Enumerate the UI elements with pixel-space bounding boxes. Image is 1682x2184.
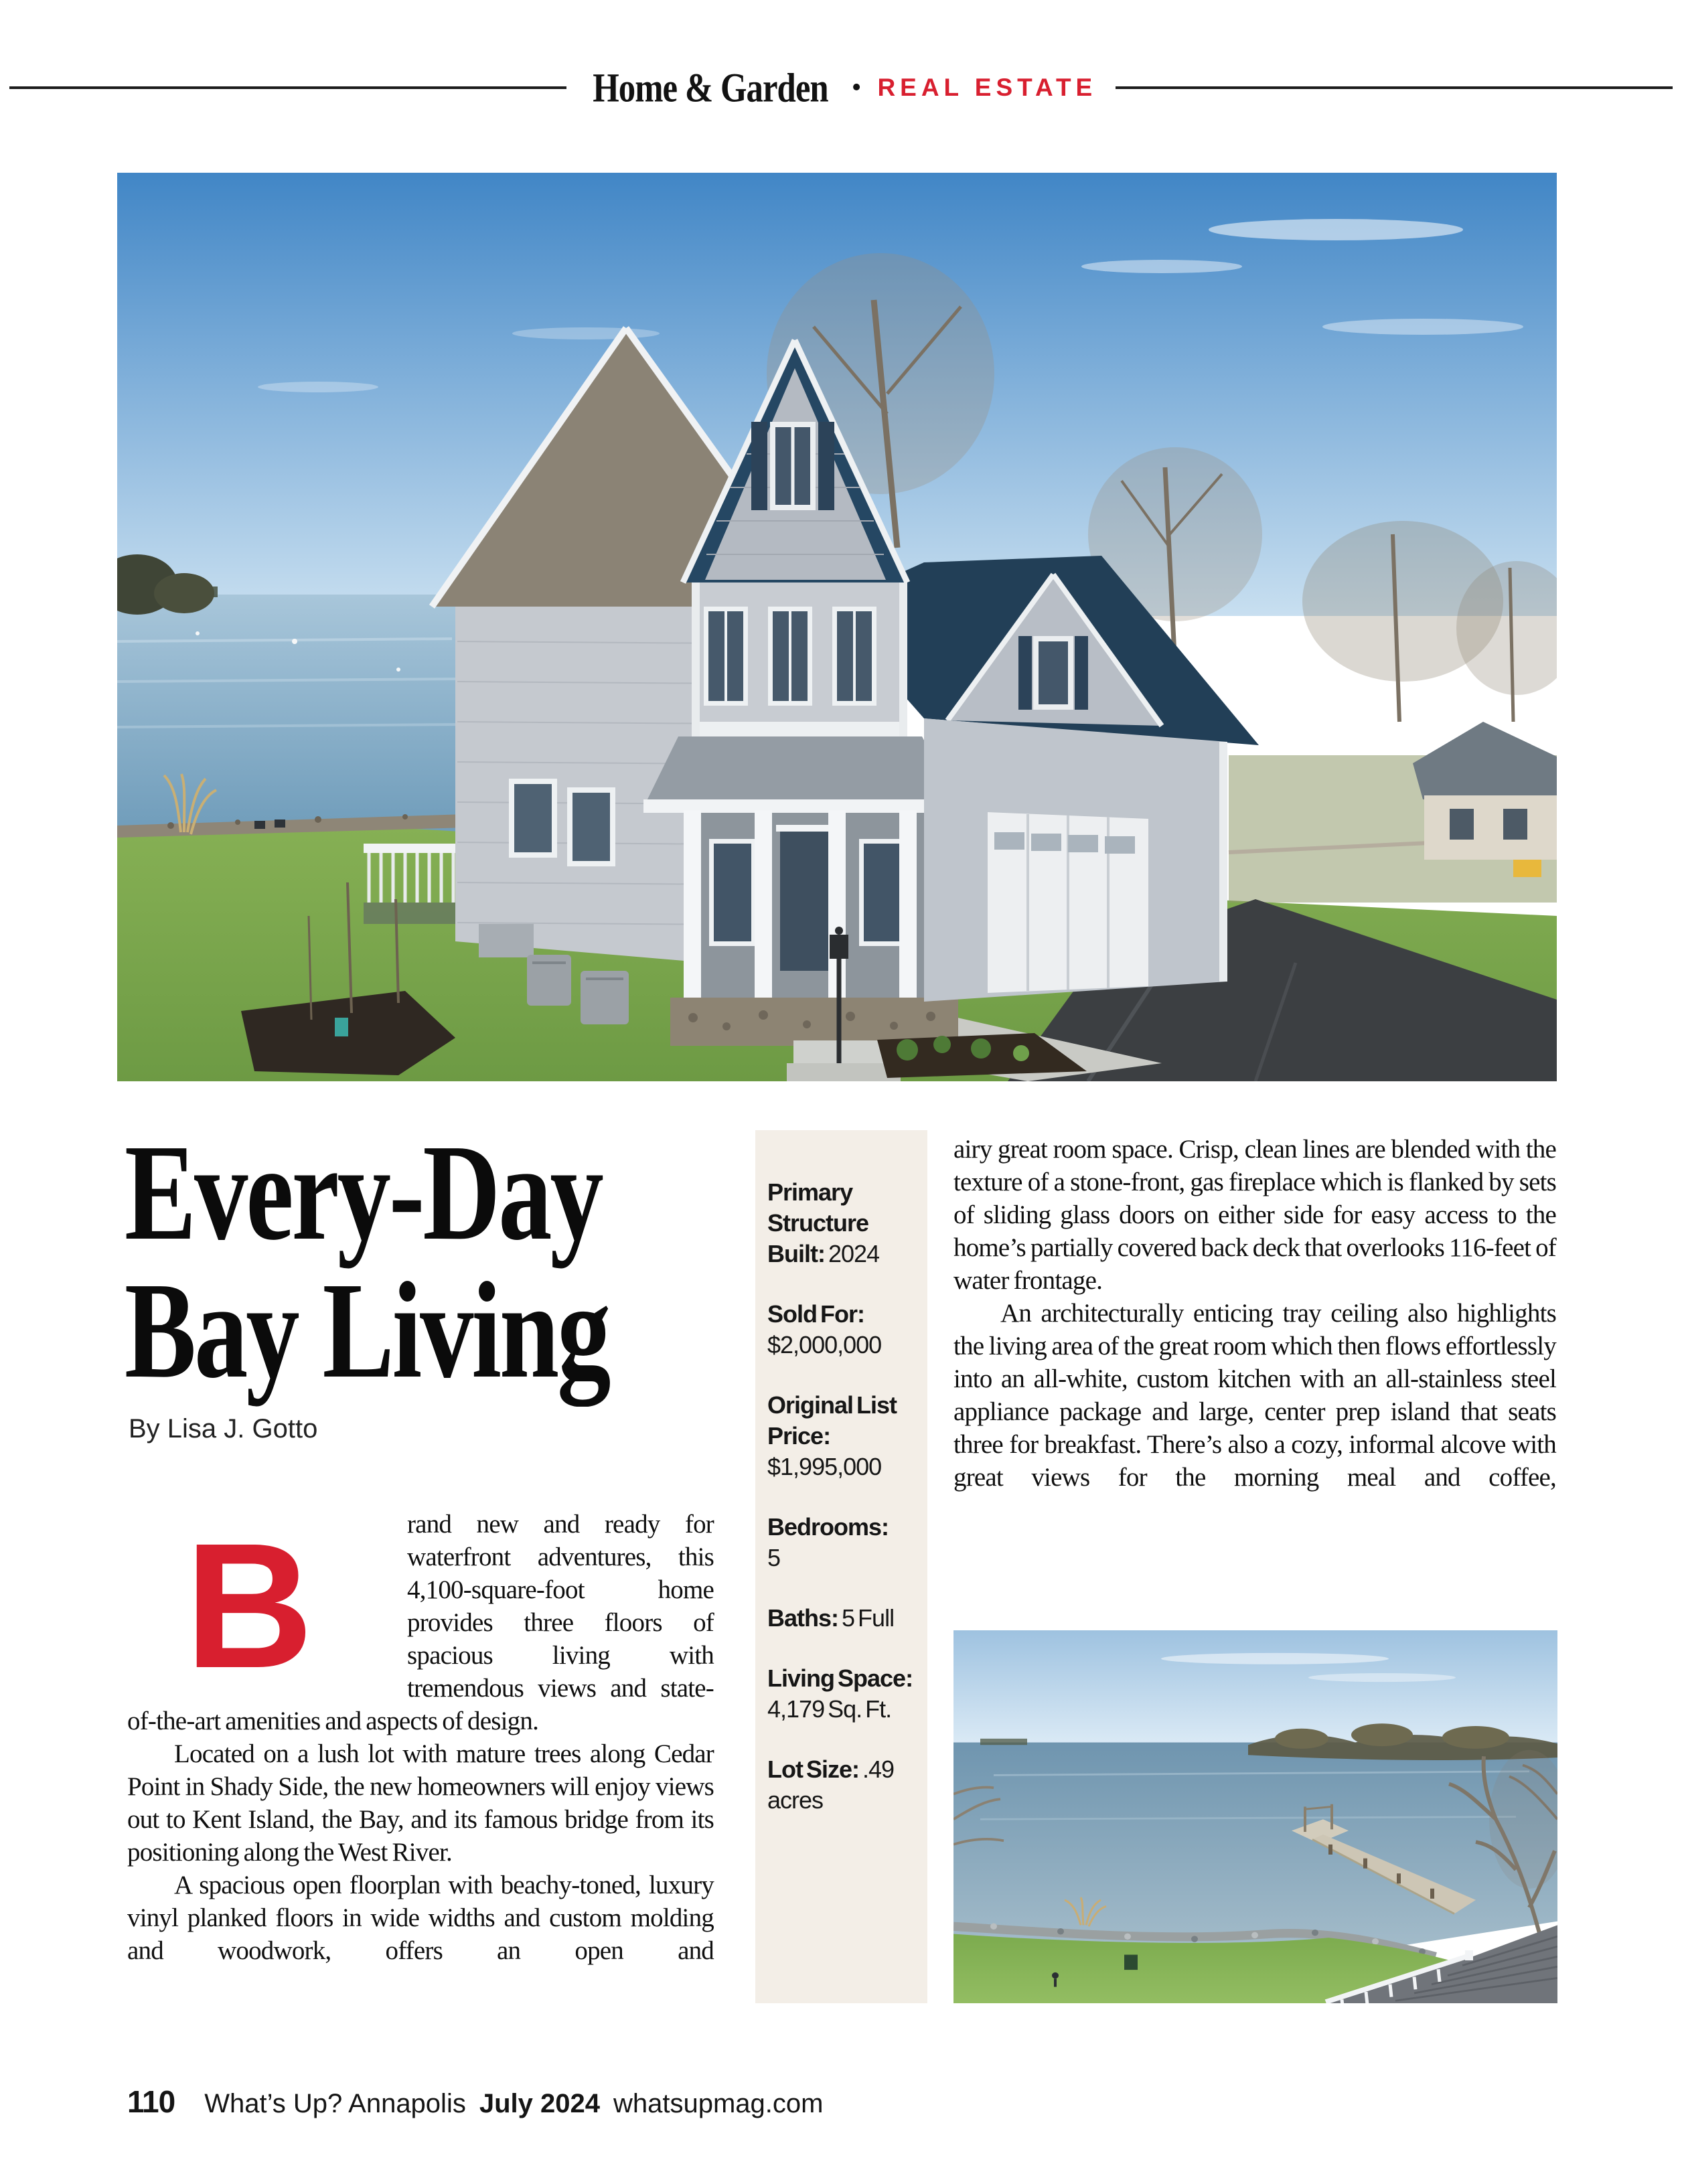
title-line-2: Bay Living [125,1253,609,1407]
main-photo-art [117,173,1557,1081]
issue-date: July 2024 [479,2089,600,2118]
section-header [9,64,1673,111]
garage [924,718,1227,1002]
secondary-photo [953,1630,1557,2003]
attic-window [751,422,834,510]
neighbor-house [1413,722,1557,860]
fact-sold-for: Sold For: $2,000,000 [767,1300,882,1358]
header-text [585,64,1097,111]
paragraph-3: A spacious open floorplan with beachy-toned, luxury vinyl planked floors in wide widths and custom molding and woodwork, offers an open and [127,1871,714,1965]
page-footer [127,2084,823,2120]
article-title [125,1115,745,1407]
paragraph-4: airy great room space. Crisp, clean lines are blended with the texture of a stone-front, gas fireplace which is flanked by sets of sliding glass doors on either side for easy access to the home’s partially covered back deck that overlooks 116-feet of water frontage. [953,1135,1556,1295]
fact-built: Primary Structure Built: 2024 [767,1178,880,1267]
paragraph-1: B rand new and ready for waterfront adventures, this 4,100-square-foot home provides three floors of spacious living with tremendous views and state-of-the-art amenities and aspects of design. [127,1506,714,1735]
article-column-left [127,1508,714,1967]
byline: By Lisa J. Gotto [129,1414,318,1444]
section-category: REAL ESTATE [877,74,1097,101]
section-name: Home & Garden [592,64,828,111]
title-line-1: Every-Day [125,1115,602,1269]
fact-living-space: Living Space: 4,179 Sq. Ft. [767,1664,913,1723]
river-water [953,1739,1557,1953]
main-photo [117,173,1557,1081]
page-number: 110 [127,2084,175,2119]
header-rule-left [9,86,566,89]
fact-bedrooms: Bedrooms: 5 [767,1513,889,1571]
bay-water [117,554,465,836]
header-rule-right [1116,86,1673,89]
drop-cap: B [185,1506,313,1705]
fact-baths: Baths: 5 Full [767,1604,895,1632]
magazine-website: whatsupmag.com [613,2089,824,2118]
upper-windows [704,607,876,706]
paragraph-5: An architecturally enticing tray ceiling also highlights the living area of the great room which then flows effortlessly into an all-white, custom kitchen with an all-stainless steel appliance package and large, center prep island that seats three for breakfast. There’s also a cozy, informal alcove with great views for the morning meal and coffee, [953,1299,1556,1492]
fact-list-price: Original List Price: $1,995,000 [767,1391,897,1480]
fact-lot-size: Lot Size: .49 acres [767,1756,895,1814]
porch [643,736,960,1003]
bullet-separator: • [851,72,862,103]
article-column-right [953,1133,1556,1494]
secondary-photo-art [953,1630,1557,2003]
paragraph-2: Located on a lush lot with mature trees along Cedar Point in Shady Side, the new homeowners will enjoy views out to Kent Island, the Bay, and its famous bridge from its positioning along the West River. [127,1739,714,1867]
magazine-name: What’s Up? Annapolis [204,2089,466,2118]
property-facts-box [755,1130,927,2003]
